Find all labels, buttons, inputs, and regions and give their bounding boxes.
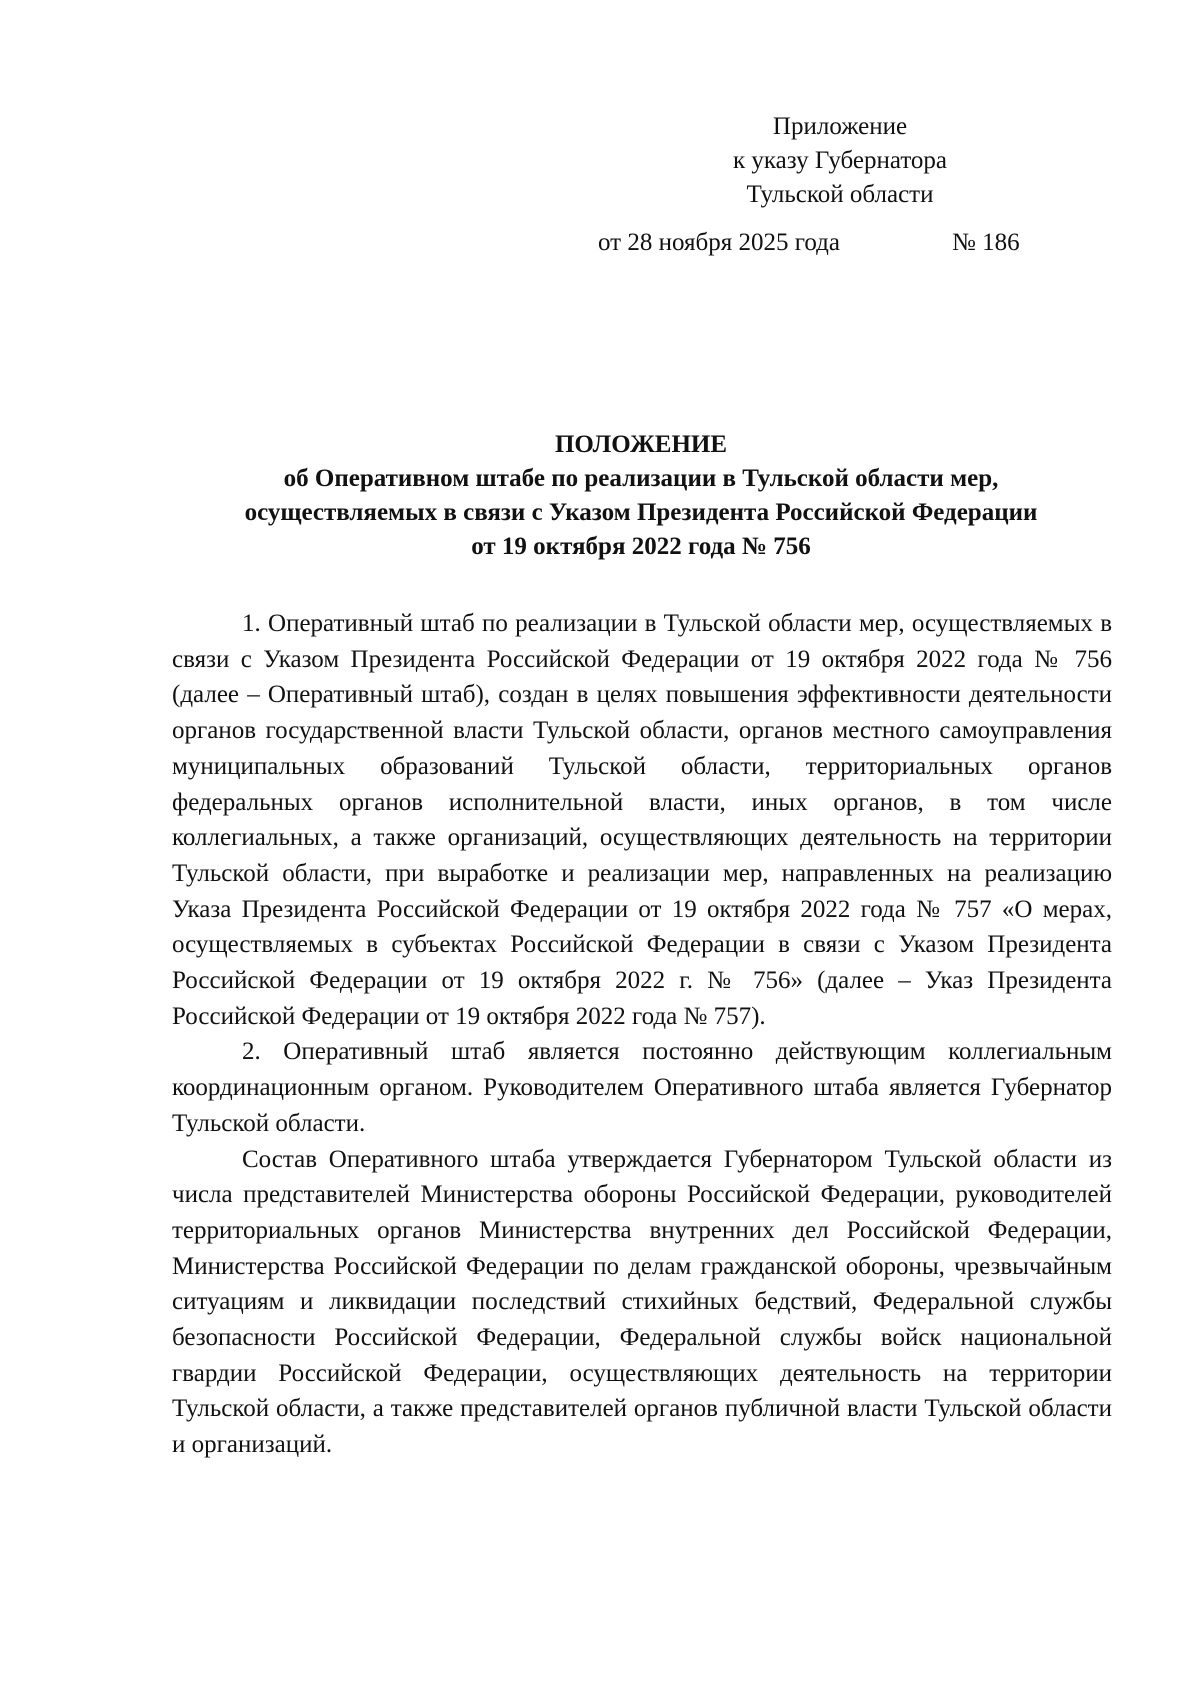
paragraph-3: Состав Оперативного штаба утверждается Губернатором Тульской области из числа представителей Министерства обороны Российской Федерации, руководителей территориальных органов Министерства внутренних дел Российской Федерации, Министерства Российской Федерации по делам гражданской обороны, чрезвычайным ситуациям и ликвидации последствий стихийных бедствий, Федеральной службы безопасности Российской Федерации, Федеральной службы войск национальной гвардии Российской Федерации, осуществляющих деятельность на территории Тульской области, а также представителей органов публичной власти Тульской области и организаций. xyxy=(172,1145,1112,1459)
document-title xyxy=(170,428,1112,564)
appendix-line-1: Приложение xyxy=(772,113,908,140)
title-subtitle-line-1: об Оперативном штабе по реализации в Тульской области мер, xyxy=(283,465,999,492)
appendix-line-3: Тульской области xyxy=(746,181,934,208)
decree-date: от 28 ноября 2025 года xyxy=(598,229,840,256)
decree-number: № 186 xyxy=(952,229,1020,256)
title-subtitle-line-2: осуществляемых в связи с Указом Президента Российской Федерации xyxy=(244,499,1038,526)
appendix-line-2: к указу Губернатора xyxy=(732,147,948,174)
document-body xyxy=(172,606,1112,1463)
appendix-reference xyxy=(690,110,990,212)
paragraph-2: 2. Оперативный штаб является постоянно действующим коллегиальным координационным органом. Руководителем Оперативного штаба является Губернатор Тульской области. xyxy=(172,1038,1112,1137)
title-main: ПОЛОЖЕНИЕ xyxy=(554,431,728,458)
title-subtitle-line-3: от 19 октября 2022 года № 756 xyxy=(471,533,811,560)
paragraph-1: 1. Оперативный штаб по реализации в Тульской области мер, осуществляемых в связи с Указом Президента Российской Федерации от 19 октября 2022 года № 756 (далее – Оперативный штаб), создан в целях повышения эффективности деятельности органов государственной власти Тульской области, органов местного самоуправления муниципальных образований Тульской области, территориальных органов федеральных органов исполнительной власти, иных органов, в том числе коллегиальных, а также организаций, осуществляющих деятельность на территории Тульской области, при выработке и реализации мер, направленных на реализацию Указа Президента Российской Федерации от 19 октября 2022 года № 757 «О мерах, осуществляемых в субъектах Российской Федерации в связи с Указом Президента Российской Федерации от 19 октября 2022 г. № 756» (далее – Указ Президента Российской Федерации от 19 октября 2022 года № 757). xyxy=(172,610,1112,1030)
